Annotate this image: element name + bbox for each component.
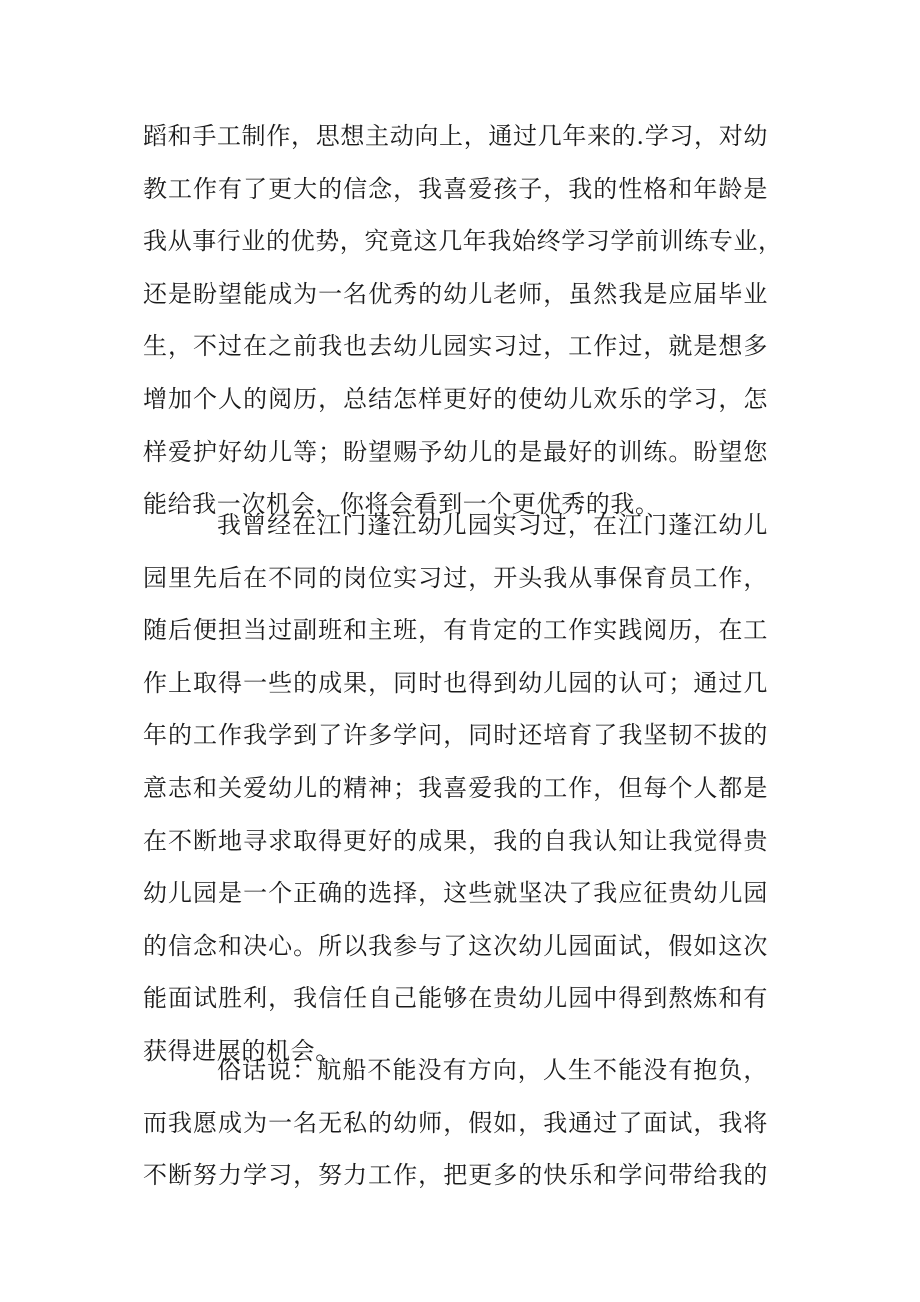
text-line: 能给我一次机会，你将会看到一个更优秀的我。	[143, 490, 660, 519]
text-line: 幼儿园是一个正确的选择，这些就坚决了我应征贵幼儿园	[143, 879, 768, 908]
text-line: 还是盼望能成为一名优秀的幼儿老师，虽然我是应届毕业	[143, 279, 768, 308]
text-line: 年的工作我学到了许多学问，同时还培育了我坚韧不拔的	[143, 721, 768, 750]
text-line: 的信念和决心。所以我参与了这次幼儿园面试，假如这次	[143, 931, 768, 960]
text-line: 增加个人的阅历，总结怎样更好的使幼儿欢乐的学习，怎	[143, 384, 768, 413]
paragraph-3	[143, 1044, 768, 1202]
text-line: 样爱护好幼儿等；盼望赐予幼儿的是最好的训练。盼望您	[143, 437, 768, 466]
text-line: 教工作有了更大的信念，我喜爱孩子，我的性格和年龄是	[143, 174, 768, 203]
paragraph-2	[143, 499, 768, 1078]
text-line: 生，不过在之前我也去幼儿园实习过，工作过，就是想多	[143, 332, 768, 361]
text-line: 在不断地寻求取得更好的成果，我的自我认知让我觉得贵	[143, 826, 768, 855]
text-line: 我从事行业的优势，究竟这几年我始终学习学前训练专业，	[143, 227, 783, 256]
text-line: 俗话说：航船不能没有方向，人生不能没有抱负，	[217, 1056, 768, 1084]
text-line: 我曾经在江门蓬江幼儿园实习过，在江门蓬江幼儿	[217, 511, 768, 539]
text-line: 获得进展的机会。	[143, 1036, 340, 1065]
text-line: 能面试胜利，我信任自己能够在贵幼儿园中得到熬炼和有	[143, 984, 768, 1013]
paragraph-1	[143, 110, 783, 531]
text-line: 而我愿成为一名无私的幼师，假如，我通过了面试，我将	[143, 1108, 768, 1137]
text-line: 蹈和手工制作，思想主动向上，通过几年来的.学习，对幼	[143, 122, 768, 150]
text-line: 作上取得一些的成果，同时也得到幼儿园的认可；通过几	[143, 668, 768, 697]
text-line: 不断努力学习，努力工作，把更多的快乐和学问带给我的	[143, 1161, 768, 1190]
text-line: 园里先后在不同的岗位实习过，开头我从事保育员工作，	[143, 563, 768, 592]
text-line: 随后便担当过副班和主班，有肯定的工作实践阅历，在工	[143, 616, 768, 645]
text-line: 意志和关爱幼儿的精神；我喜爱我的工作，但每个人都是	[143, 773, 768, 802]
